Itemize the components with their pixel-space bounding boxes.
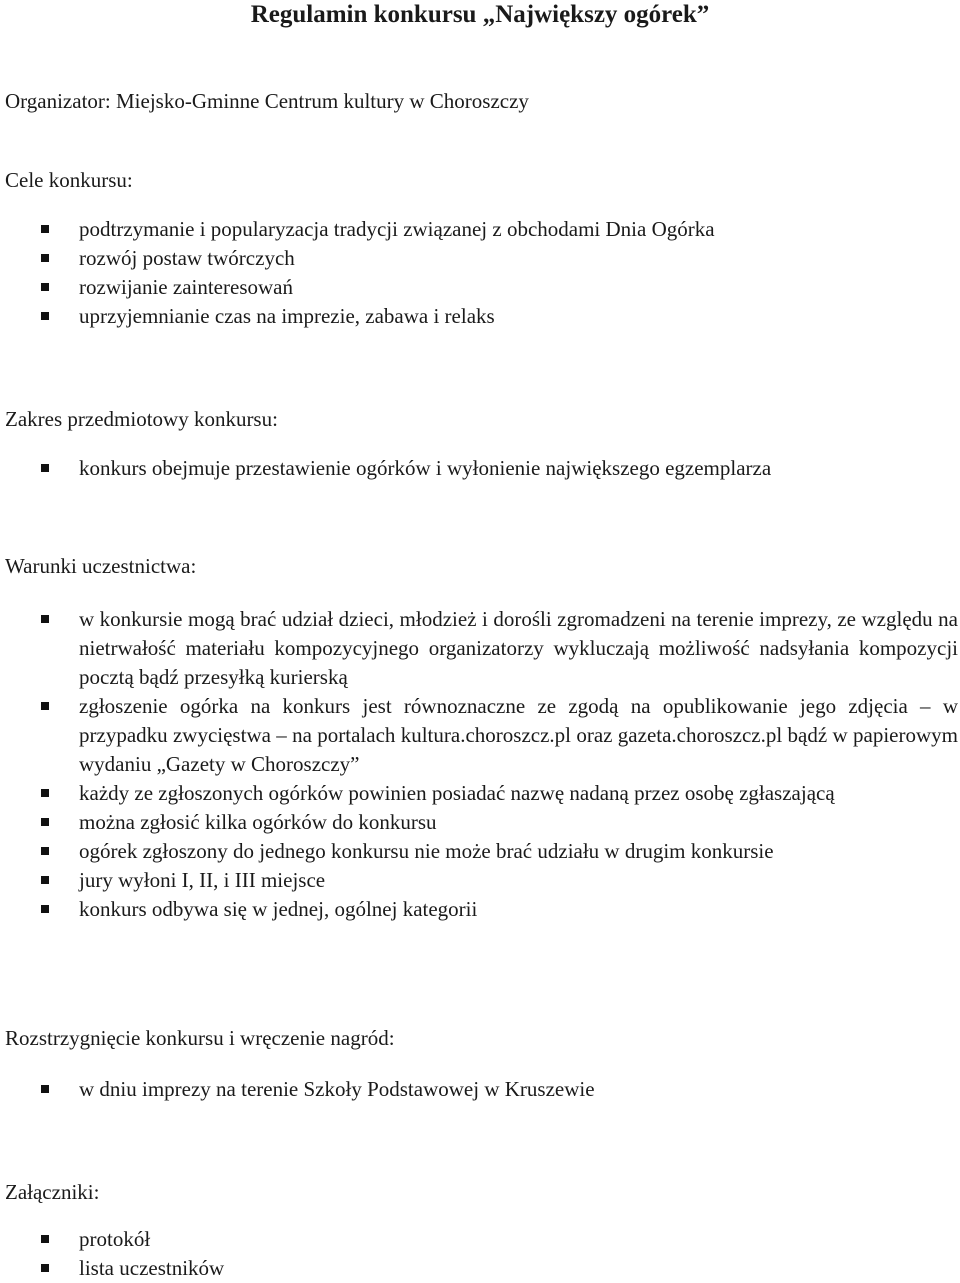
list-item [0,605,960,692]
conditions-list [0,605,960,924]
list-item [0,866,960,895]
awards-list [0,1075,960,1104]
bullet-square-icon [41,1264,49,1272]
document-title: Regulamin konkursu „Największy ogórek” [250,1,710,28]
list-item [0,244,960,273]
list-item-text: każdy ze zgłoszonych ogórków powinien posiadać nazwę nadaną przez osobę zgłaszającą [79,781,835,805]
list-item [0,454,960,483]
list-item [0,895,960,924]
list-item-text: można zgłosić kilka ogórków do konkursu [79,810,437,834]
bullet-square-icon [41,905,49,913]
list-item [0,808,960,837]
list-item [0,1254,960,1283]
list-item-text: zgłoszenie ogórka na konkurs jest równoznaczne ze zgodą na opublikowanie jego zdjęcia – w przypadku zwycięstwa – na portalach kultura.choroszcz.pl oraz gazeta.choroszcz.pl bądź w papierowym wydaniu „Gazety w Choroszczy” [79,694,958,776]
attachments-heading: Załączniki: [5,1180,100,1204]
scope-list [0,454,960,483]
bullet-square-icon [41,847,49,855]
list-item [0,273,960,302]
list-item [0,692,960,779]
bullet-square-icon [41,1235,49,1243]
attachments-list [0,1225,960,1283]
bullet-square-icon [41,464,49,472]
list-item-text: podtrzymanie i popularyzacja tradycji związanej z obchodami Dnia Ogórka [79,217,715,241]
list-item-text: protokół [79,1227,151,1251]
goals-heading: Cele konkursu: [5,168,133,192]
bullet-square-icon [41,615,49,623]
goals-list [0,215,960,331]
list-item-text: rozwijanie zainteresowań [79,275,293,299]
list-item-text: lista uczestników [79,1256,225,1280]
list-item [0,1225,960,1254]
list-item [0,779,960,808]
organizer-line: Organizator: Miejsko-Gminne Centrum kultury w Choroszczy [5,89,529,113]
awards-heading: Rozstrzygnięcie konkursu i wręczenie nagród: [5,1026,395,1050]
list-item [0,837,960,866]
list-item-text: uprzyjemnianie czas na imprezie, zabawa i relaks [79,304,495,328]
bullet-square-icon [41,312,49,320]
bullet-square-icon [41,1085,49,1093]
list-item-text: w dniu imprezy na terenie Szkoły Podstawowej w Kruszewie [79,1077,595,1101]
list-item-text: ogórek zgłoszony do jednego konkursu nie może brać udziału w drugim konkursie [79,839,774,863]
bullet-square-icon [41,876,49,884]
list-item-text: w konkursie mogą brać udział dzieci, młodzież i dorośli zgromadzeni na terenie imprezy, ze względu na nietrwałość materiału kompozycyjnego organizatorzy wykluczają możliwość nadsyłania kompozycji pocztą bądź przesyłką kurierską [79,607,958,689]
bullet-square-icon [41,283,49,291]
conditions-heading: Warunki uczestnictwa: [5,554,197,578]
bullet-square-icon [41,225,49,233]
list-item-text: rozwój postaw twórczych [79,246,295,270]
scope-heading: Zakres przedmiotowy konkursu: [5,407,278,431]
bullet-square-icon [41,789,49,797]
list-item-text: jury wyłoni I, II, i III miejsce [79,868,326,892]
list-item [0,1075,960,1104]
list-item [0,302,960,331]
list-item-text: konkurs odbywa się w jednej, ogólnej kategorii [79,897,478,921]
list-item-text: konkurs obejmuje przestawienie ogórków i wyłonienie największego egzemplarza [79,456,772,480]
list-item [0,215,960,244]
bullet-square-icon [41,818,49,826]
bullet-square-icon [41,254,49,262]
bullet-square-icon [41,702,49,710]
